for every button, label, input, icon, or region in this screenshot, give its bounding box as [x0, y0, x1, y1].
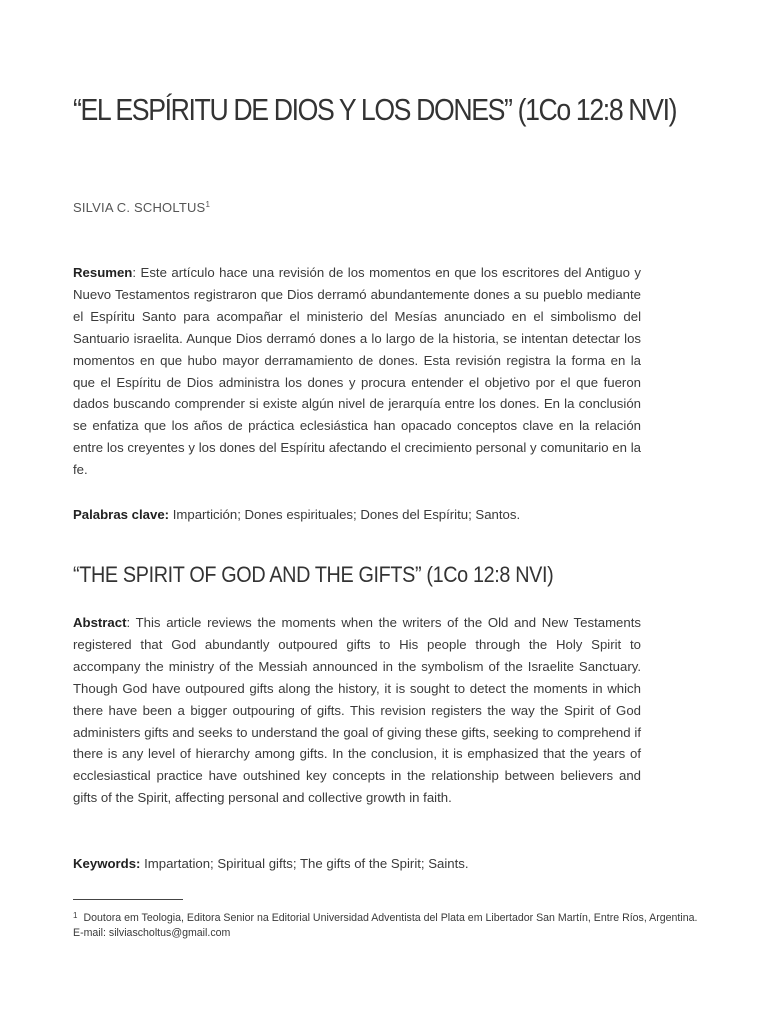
resumen-paragraph — [73, 262, 641, 481]
palabras-clave-label: Palabras clave: — [73, 507, 170, 522]
abstract-text: : This article reviews the moments when the writers of the Old and New Testaments registered that God abundantly outpoured gifts to His people through the Holy Spirit to accompany the ministry of the Messiah announced in the symbolism of the Israelite Sanctuary. Though God have outpoured gifts along the history, it is sought to detect the moments in which there have been a bigger outpouring of gifts. This revision registers the way the Spirit of God administers gifts and seeks to understand the goal of giving these gifts, seeking to comprehend if there is any level of hierarchy among gifts. In the conclusion, it is emphasized that the years of ecclesiastical practice have outshined key concepts in the relationship between believers and gifts of the Spirit, affecting personal and collective growth in faith. — [73, 615, 641, 806]
author-footnote-mark: 1 — [205, 200, 211, 209]
palabras-clave-paragraph — [73, 504, 641, 526]
title-spanish: “EL ESPÍRITU DE DIOS Y LOS DONES” (1Co 12:8 NVI) — [73, 92, 677, 127]
resumen-label: Resumen — [73, 265, 133, 280]
abstract-label: Abstract — [73, 615, 127, 630]
title-english: “THE SPIRIT OF GOD AND THE GIFTS” (1Co 12:8 NVI) — [73, 562, 554, 587]
author-name: SILVIA C. SCHOLTUS — [73, 200, 206, 215]
footnote — [73, 908, 703, 941]
keywords-text: Impartation; Spiritual gifts; The gifts of the Spirit; Saints. — [140, 856, 469, 871]
palabras-clave-text: Impartición; Dones espirituales; Dones del Espíritu; Santos. — [169, 507, 521, 522]
resumen-colon: : — [132, 265, 141, 280]
keywords-paragraph — [73, 853, 641, 875]
footnote-text: Doutora em Teologia, Editora Senior na Editorial Universidad Adventista del Plata em Libertador San Martín, Entre Ríos, Argentina. E-mail: silviascholtus@gmail.com — [73, 912, 698, 939]
abstract-paragraph — [73, 612, 641, 809]
keywords-label: Keywords: — [73, 856, 141, 871]
resumen-text: Este artículo hace una revisión de los momentos en que los escritores del Antiguo y Nuevo Testamentos registraron que Dios derramó abundantemente dones a su pueblo mediante el Espíritu Santo para acompañar el ministerio del Mesías anunciado en el simbolismo del Santuario israelita. Aunque Dios derramó dones a lo largo de la historia, se intentan detectar los momentos en que hubo mayor derramamiento de dones. Esta revisión registra la forma en la que el Espíritu de Dios administra los dones y procura entender el objetivo por el que fueron dados buscando comprender si existe algún nivel de jerarquía entre los dones. En la conclusión se enfatiza que los años de práctica eclesiástica han opacado conceptos clave en la relación entre los creyentes y los dones del Espíritu afectando el crecimiento personal y comunitario en la fe. — [73, 265, 641, 478]
footnote-divider — [73, 899, 183, 900]
author-line — [73, 200, 210, 215]
footnote-mark: 1 — [73, 911, 78, 920]
